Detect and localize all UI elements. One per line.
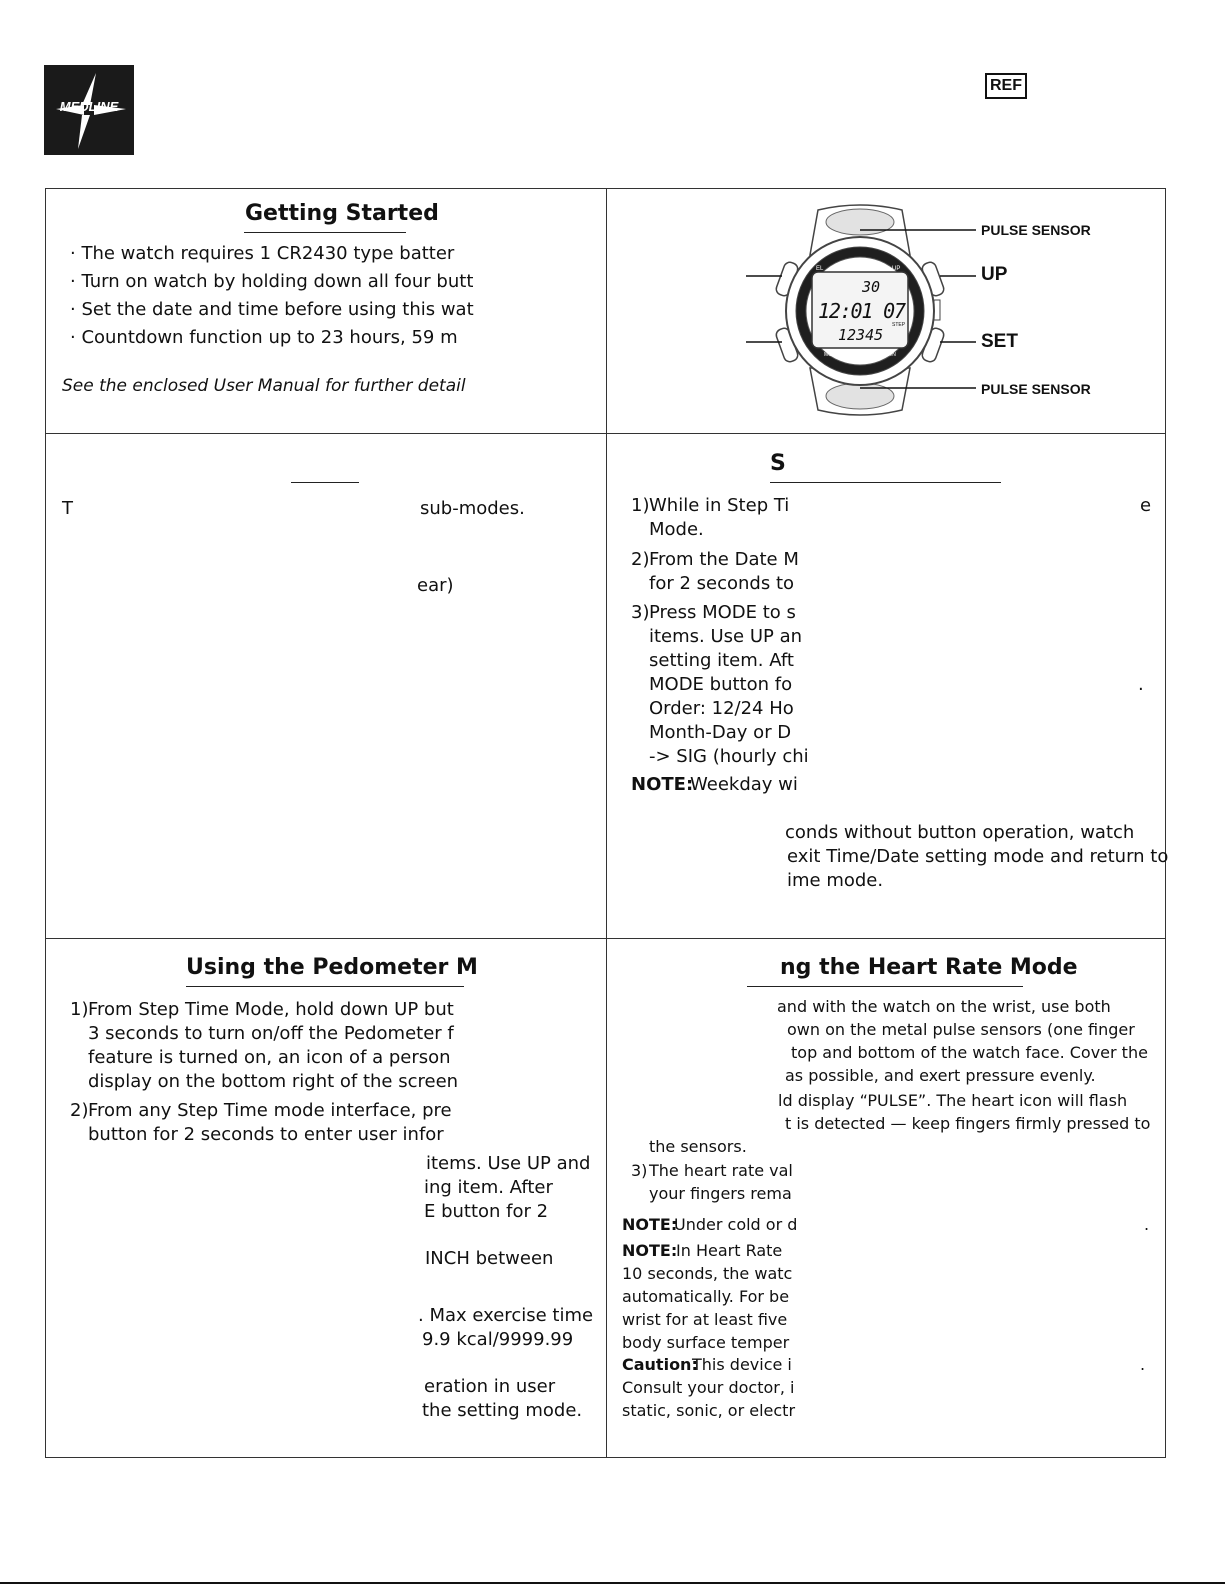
setting-line-6: items. Use UP an	[649, 626, 803, 647]
pedometer-frag-1: items. Use UP and	[426, 1153, 591, 1174]
hr-note1-tail: .	[1144, 1215, 1150, 1234]
display-top-right: UP	[892, 266, 901, 272]
pedometer-frag-5: . Max exercise time	[418, 1305, 594, 1326]
pedometer-frag-3: E button for 2	[424, 1201, 549, 1222]
pedometer-title: Using the Pedometer M	[186, 955, 478, 980]
setting-tail-1: conds without button operation, watch	[785, 822, 1135, 843]
logo-text: MEDLINE	[59, 99, 119, 114]
pedometer-frag-6: 9.9 kcal/9999.99	[422, 1329, 574, 1350]
setting-line-2: Mode.	[649, 519, 704, 540]
setting-line-3: From the Date M	[649, 549, 799, 570]
modes-line2-end: ear)	[417, 575, 454, 596]
pedometer-frag-7: eration in user	[424, 1376, 556, 1397]
pedometer-frag-4: INCH between	[425, 1248, 554, 1269]
ref-label: REF	[985, 73, 1027, 99]
bullet-battery: · The watch requires 1 CR2430 type batter	[70, 243, 455, 264]
hr-note2-label: NOTE:	[622, 1241, 678, 1260]
hr-caution-line-1: Consult your doctor, i	[622, 1378, 795, 1397]
hr-caution-label: Caution:	[622, 1355, 698, 1374]
display-top-left: EL	[816, 266, 824, 272]
hr-line-3: top and bottom of the watch face. Cover the	[791, 1043, 1148, 1062]
setting-num-3: 3)	[631, 602, 650, 623]
setting-title: S	[770, 451, 786, 476]
setting-line-11: -> SIG (hourly chi	[649, 746, 809, 767]
hr-line-2: own on the metal pulse sensors (one finger	[787, 1020, 1135, 1039]
setting-num-2: 2)	[631, 549, 650, 570]
hr-item3-line-2: your fingers rema	[649, 1184, 792, 1203]
pedometer-num-2: 2)	[70, 1100, 89, 1121]
heart-rate-title: ng the Heart Rate Mode	[780, 955, 1078, 980]
hr-caution-tail: .	[1140, 1355, 1146, 1374]
display-row1: 30	[862, 278, 881, 296]
pedometer-line-2: 3 seconds to turn on/off the Pedometer f	[88, 1023, 454, 1044]
setting-line-9: Order: 12/24 Ho	[649, 698, 794, 719]
setting-title-underline	[770, 482, 1001, 483]
watch-illustration	[740, 200, 990, 422]
pedometer-line-6: button for 2 seconds to enter user infor	[88, 1124, 444, 1145]
modes-title-underline	[291, 482, 359, 483]
bullet-turn-on: · Turn on watch by holding down all four butt	[70, 271, 474, 292]
user-manual-note: See the enclosed User Manual for further detail	[62, 376, 466, 396]
hr-note2-line-1: 10 seconds, the watc	[622, 1264, 793, 1283]
display-row3: 12345	[838, 326, 884, 344]
up-button-label: UP	[981, 264, 1008, 285]
setting-line-5: Press MODE to s	[649, 602, 796, 623]
pedometer-frag-2: ing item. After	[424, 1177, 553, 1198]
hr-note1-text: Under cold or d	[674, 1215, 798, 1234]
hr-line-6: t is detected — keep fingers firmly pressed to	[785, 1114, 1151, 1133]
setting-note-text: Weekday wi	[690, 774, 798, 795]
hr-note2-line-2: automatically. For be	[622, 1287, 790, 1306]
row-divider-1	[46, 433, 1165, 434]
row-divider-2	[46, 938, 1165, 939]
setting-line-1-tail: e	[1140, 495, 1152, 516]
medline-logo	[44, 65, 134, 155]
modes-line1-start: T	[62, 498, 73, 519]
column-divider	[606, 189, 607, 1457]
pedometer-line-4: display on the bottom right of the screen	[88, 1071, 459, 1092]
hr-line-4: as possible, and exert pressure evenly.	[785, 1066, 1096, 1085]
hr-line-1: and with the watch on the wrist, use both	[777, 997, 1111, 1016]
hr-note2-line-4: body surface temper	[622, 1333, 790, 1352]
bullet-set-date: · Set the date and time before using this wat	[70, 299, 474, 320]
setting-line-1: While in Step Ti	[649, 495, 790, 516]
display-step: STEP	[892, 322, 906, 328]
setting-line-8-tail: .	[1138, 674, 1144, 695]
setting-line-4: for 2 seconds to	[649, 573, 795, 594]
hr-caution-line-2: static, sonic, or electr	[622, 1401, 796, 1420]
page-bottom-rule	[0, 1582, 1225, 1584]
pedometer-line-3: feature is turned on, an icon of a person	[88, 1047, 451, 1068]
display-bottom-right: DOWN	[880, 352, 896, 358]
title-underline	[244, 232, 406, 233]
setting-tail-2: exit Time/Date setting mode and return to	[787, 846, 1169, 867]
hr-note2-text: In Heart Rate	[676, 1241, 783, 1260]
setting-line-10: Month-Day or D	[649, 722, 792, 743]
pedometer-title-underline	[186, 986, 464, 987]
setting-tail-3: ime mode.	[787, 870, 884, 891]
heart-rate-title-underline	[747, 986, 1023, 987]
set-button-label: SET	[981, 331, 1018, 352]
modes-line1-end: sub-modes.	[420, 498, 525, 519]
pedometer-frag-8: the setting mode.	[422, 1400, 583, 1421]
hr-caution-text: This device i	[692, 1355, 792, 1374]
display-row2: 12:01 07	[818, 299, 906, 323]
hr-item3-line-1: The heart rate val	[649, 1161, 793, 1180]
hr-note1-label: NOTE:	[622, 1215, 678, 1234]
pulse-sensor-bottom-label: PULSE SENSOR	[981, 381, 1091, 397]
pedometer-num-1: 1)	[70, 999, 89, 1020]
display-bottom-left: MODE	[824, 352, 839, 358]
pedometer-line-1: From Step Time Mode, hold down UP but	[88, 999, 454, 1020]
pedometer-line-5: From any Step Time mode interface, pre	[88, 1100, 452, 1121]
hr-num-3: 3)	[631, 1161, 648, 1180]
setting-line-8: MODE button fo	[649, 674, 793, 695]
bullet-countdown: · Countdown function up to 23 hours, 59 m	[70, 327, 458, 348]
display-model: WR30M	[846, 358, 872, 365]
setting-num-1: 1)	[631, 495, 650, 516]
pulse-sensor-top-label: PULSE SENSOR	[981, 222, 1091, 238]
getting-started-title: Getting Started	[245, 201, 439, 226]
hr-line-5: ld display “PULSE”. The heart icon will flash	[778, 1091, 1128, 1110]
setting-line-7: setting item. Aft	[649, 650, 794, 671]
setting-note-label: NOTE:	[631, 774, 694, 795]
hr-sensors-line: the sensors.	[649, 1137, 747, 1156]
hr-note2-line-3: wrist for at least five	[622, 1310, 788, 1329]
